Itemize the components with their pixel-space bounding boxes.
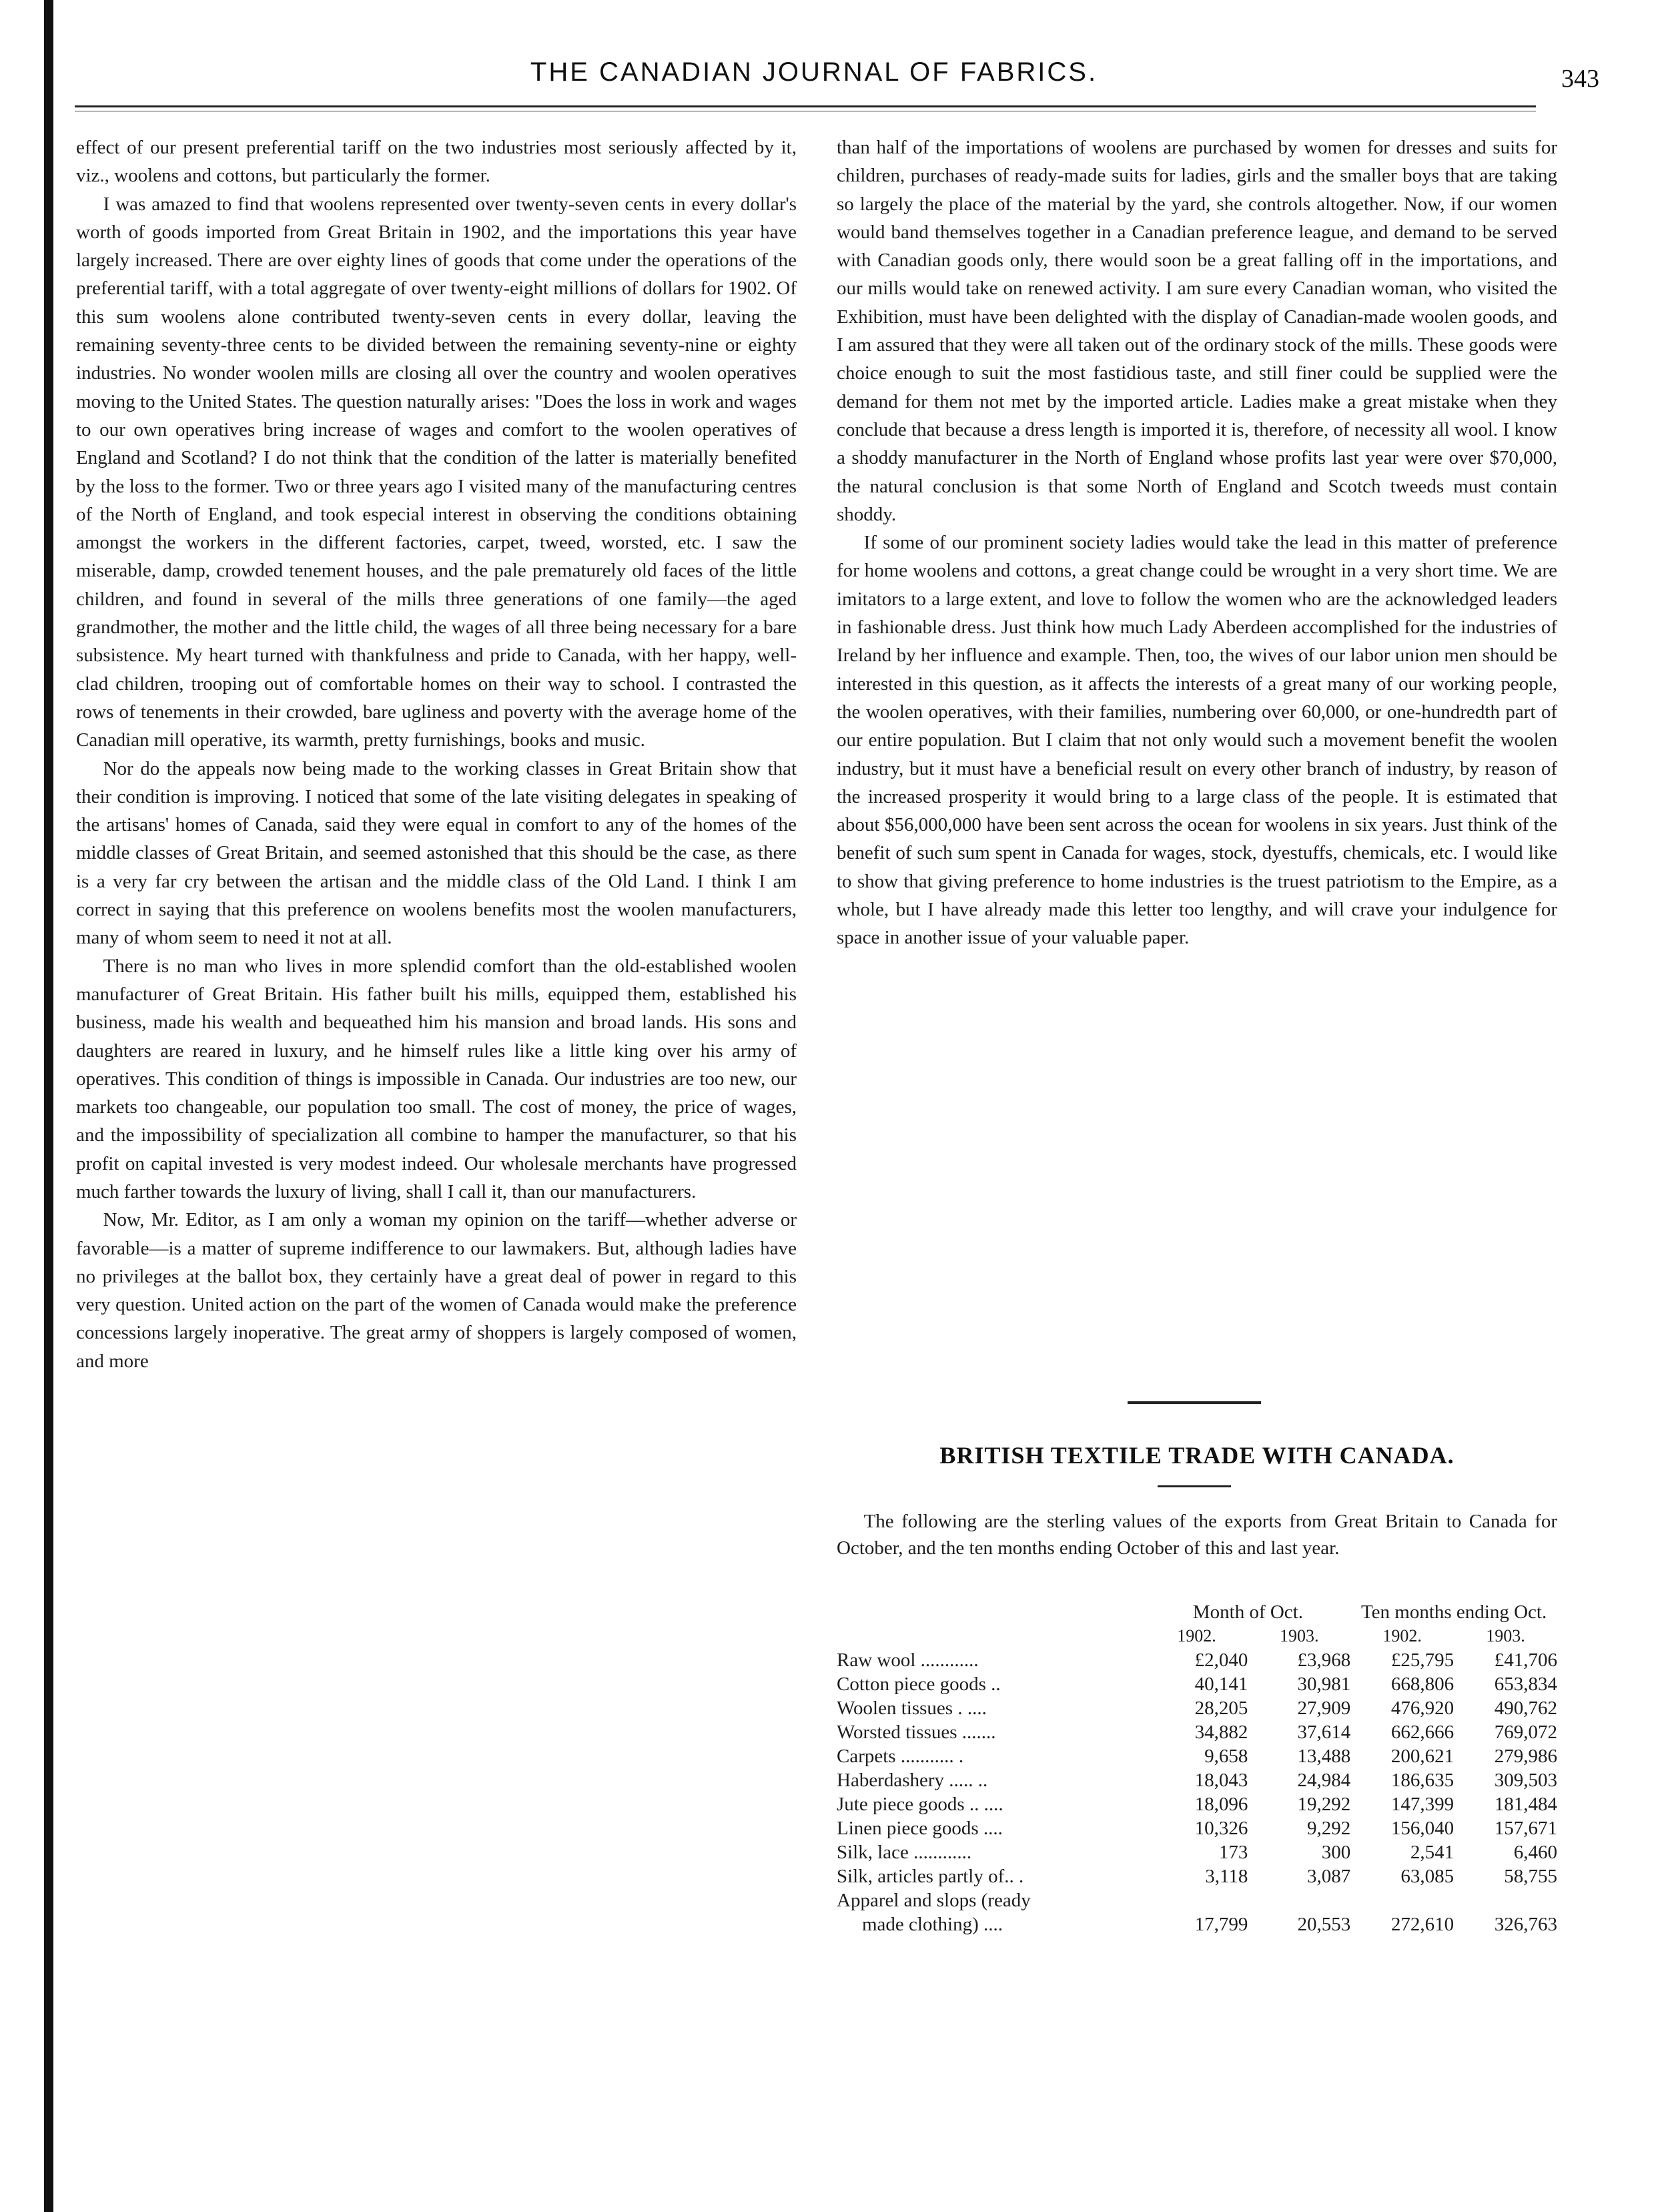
table-corner xyxy=(837,1624,1146,1648)
cell-value: 28,205 xyxy=(1194,1698,1248,1719)
table-row xyxy=(837,1864,1557,1888)
cell-value: 18,043 xyxy=(1194,1770,1248,1791)
row-label: made clothing) .... xyxy=(862,1914,1003,1935)
cell-value: 279,986 xyxy=(1494,1746,1557,1767)
table-row xyxy=(837,1840,1557,1864)
paragraph: than half of the importations of woolens are purchased by women for dresses and suits for children, purchases of ready-made suits for ladies, girls and the smaller boys that are taking so largely the place of the material by the yard, she controls altogether. Now, if our women would band themselves together in a Canadian preference league, and demand to be served with Canadian goods only, there would soon be a great falling off in the importations, and our mills would take on renewed activity. I am sure every Canadian woman, who visited the Exhibition, must have been delighted with the display of Canadian-made woolen goods, and I am assured that they were all taken out of the ordinary stock of the mills. These goods were choice enough to suit the most fastidious taste, and still finer could be supplied were the demand for them not met by the imported article. Ladies make a great mistake when they conclude that because a dress length is imported it is, therefore, of necessity all wool. I know a shoddy manufacturer in the North of England whose profits last year were over $70,000, the natural conclusion is that some North of England and Scotch tweeds must contain shoddy. xyxy=(837,137,1557,525)
cell-value: 476,920 xyxy=(1390,1698,1455,1719)
cell-value: 20,553 xyxy=(1297,1914,1351,1935)
table-corner xyxy=(837,1600,1146,1624)
right-column xyxy=(837,133,1557,952)
cell-value: 24,984 xyxy=(1297,1770,1351,1791)
header-rule xyxy=(75,105,1536,107)
cell-value: 37,614 xyxy=(1297,1722,1351,1743)
cell-value: £3,968 xyxy=(1297,1649,1351,1671)
paragraph: I was amazed to find that woolens represented over twenty-seven cents in every dollar's worth of goods imported from Great Britain in 1902, and the importations this year have largely increased. There are over eighty lines of goods that come under the operations of the preferential tariff, with a total aggregate of over twenty-eight millions of dollars for 1902. Of this sum woolens alone contributed twenty-seven cents in every dollar, leaving the remaining seventy-three cents to be divided between the remaining seventy-nine or eighty industries. No wonder woolen mills are closing all over the country and woolen operatives moving to the United States. The question naturally arises: "Does the loss in work and wages to our own operatives bring increase of wages and comfort to the woolen operatives of England and Scotland? I do not think that the condition of the latter is materially benefited by the loss to the former. Two or three years ago I visited many of the manufacturing centres of the North of England, and took especial interest in observing the conditions obtaining amongst the workers in the different factories, carpet, tweed, worsted, etc. I saw the miserable, damp, crowded tenement houses, and the pale prematurely old faces of the little children, and found in several of the mills three generations of one family—the aged grandmother, the mother and the little child, the wages of all three being necessary for a bare subsistence. My heart turned with thankfulness and pride to Canada, with her happy, well-clad children, trooping out of comfortable homes on their way to school. I contrasted the rows of tenements in their crowded, bare ugliness and poverty with the average home of the Canadian mill operative, its warmth, pretty furnishings, books and music. xyxy=(76,193,797,751)
cell-value: 63,085 xyxy=(1400,1866,1455,1887)
cell-value: 769,072 xyxy=(1494,1722,1557,1743)
left-column xyxy=(76,133,797,1375)
cell-value: 490,762 xyxy=(1494,1698,1557,1719)
title-underline xyxy=(1158,1485,1231,1487)
cell-value: 668,806 xyxy=(1390,1674,1455,1695)
cell-value: 3,118 xyxy=(1205,1866,1248,1887)
table-row xyxy=(837,1648,1557,1672)
paragraph: There is no man who lives in more splendid comfort than the old-established woolen manufacturer of Great Britain. His father built his mills, equipped them, established his business, made his wealth and bequeathed him his mansion and broad lands. His sons and daughters are reared in luxury, and he himself rules like a little king over his army of operatives. This condition of things is impossible in Canada. Our industries are too new, our markets too changeable, our population too small. The cost of money, the price of wages, and the impossibility of specialization all combine to hamper the manufacturer, so that his profit on capital invested is very modest indeed. Our wholesale merchants have progressed much farther towards the luxury of living, shall I call it, than our manufacturers. xyxy=(76,955,797,1202)
table-group-header-row xyxy=(837,1600,1557,1624)
cell-value: 662,666 xyxy=(1390,1722,1455,1743)
row-label: Worsted tissues ....... xyxy=(837,1722,996,1743)
table-row xyxy=(837,1888,1557,1912)
cell-value: 186,635 xyxy=(1390,1770,1455,1791)
cell-value: 13,488 xyxy=(1297,1746,1351,1767)
cell-value: 3,087 xyxy=(1306,1866,1351,1887)
year-header: 1903. xyxy=(1280,1626,1319,1645)
row-label: Linen piece goods .... xyxy=(837,1818,1003,1839)
cell-value: £25,795 xyxy=(1390,1649,1455,1671)
cell-value: 9,292 xyxy=(1306,1818,1351,1839)
cell-value: 653,834 xyxy=(1494,1674,1557,1695)
row-label: Cotton piece goods .. xyxy=(837,1674,1001,1695)
paragraph: Now, Mr. Editor, as I am only a woman my opinion on the tariff—whether adverse or favorable—is a matter of supreme indifference to our lawmakers. But, although ladies have no privileges at the ballot box, they certainly have a great deal of power in regard to this very question. United action on the part of the women of Canada would make the preference concessions largely inoperative. The great army of shoppers is largely composed of women, and more xyxy=(76,1209,797,1372)
table-row xyxy=(837,1672,1557,1696)
cell-value: 309,503 xyxy=(1494,1770,1557,1791)
row-label: Silk, lace ............ xyxy=(837,1842,972,1863)
year-header: 1902. xyxy=(1382,1626,1422,1645)
row-label: Haberdashery ..... .. xyxy=(837,1770,988,1791)
page-number: 343 xyxy=(1561,65,1599,93)
year-header: 1903. xyxy=(1486,1626,1525,1645)
page-edge-bar xyxy=(44,0,53,2212)
cell-value: 18,096 xyxy=(1194,1794,1248,1815)
row-label: Jute piece goods .. .... xyxy=(837,1794,1003,1815)
running-header: THE CANADIAN JOURNAL OF FABRICS. xyxy=(530,57,1098,87)
paragraph: effect of our present preferential tariff on the two industries most seriously affected by it, viz., woolens and cottons, but particularly the former. xyxy=(76,137,797,187)
cell-value: 173 xyxy=(1218,1842,1248,1863)
cell-value: 34,882 xyxy=(1194,1722,1248,1743)
row-label: Apparel and slops (ready xyxy=(837,1890,1031,1911)
cell-value: 272,610 xyxy=(1390,1914,1455,1935)
year-header: 1902. xyxy=(1177,1626,1216,1645)
section-divider xyxy=(1128,1401,1261,1404)
cell-value: 30,981 xyxy=(1297,1674,1351,1695)
article-title: BRITISH TEXTILE TRADE WITH CANADA. xyxy=(939,1442,1455,1469)
table-row xyxy=(837,1696,1557,1720)
cell-value: 6,460 xyxy=(1513,1842,1557,1863)
table-row xyxy=(837,1768,1557,1792)
row-label: Silk, articles partly of.. . xyxy=(837,1866,1024,1887)
group-header-ten-months: Ten months ending Oct. xyxy=(1360,1601,1547,1623)
row-label: Woolen tissues . .... xyxy=(837,1698,987,1719)
cell-value: 10,326 xyxy=(1194,1818,1248,1839)
cell-value: £2,040 xyxy=(1194,1649,1248,1671)
table-row xyxy=(837,1816,1557,1840)
cell-value: 200,621 xyxy=(1390,1746,1455,1767)
table-row xyxy=(837,1792,1557,1816)
cell-value: 9,658 xyxy=(1204,1746,1248,1767)
cell-value: 40,141 xyxy=(1194,1674,1248,1695)
row-label: Raw wool ............ xyxy=(837,1649,979,1671)
cell-value: 17,799 xyxy=(1194,1914,1248,1935)
cell-value: 27,909 xyxy=(1297,1698,1351,1719)
cell-value: 326,763 xyxy=(1494,1914,1557,1935)
cell-value: 157,671 xyxy=(1494,1818,1557,1839)
trade-table xyxy=(837,1600,1557,1936)
cell-value: 2,541 xyxy=(1410,1842,1455,1863)
cell-value: 147,399 xyxy=(1390,1794,1455,1815)
paragraph: If some of our prominent society ladies would take the lead in this matter of preference for home woolens and cottons, a great change could be wrought in a very short time. We are imitators to a large extent, and love to follow the women who are the acknowledged leaders in fashionable dress. Just think how much Lady Aberdeen accomplished for the industries of Ireland by her influence and example. Then, too, the wives of our labor union men should be interested in this question, as it affects the interests of a great many of our working people, the woolen operatives, with their families, numbering over 60,000, or one-hundredth part of our entire population. But I claim that not only would such a movement benefit the woolen industry, but it must have a beneficial result on every other branch of industry, by reason of the increased prosperity it would bring to a large class of the people. It is estimated that about $56,000,000 have been sent across the ocean for woolens in six years. Just think of the benefit of such sum spent in Canada for wages, stock, dyestuffs, chemicals, etc. I would like to show that giving preference to home industries is the truest patriotism to the Empire, as a whole, but I have already made this letter too lengthy, and will crave your indulgence for space in another issue of your valuable paper. xyxy=(837,532,1557,949)
table-year-header-row xyxy=(837,1624,1557,1648)
cell-value: 300 xyxy=(1321,1842,1351,1863)
row-label: Carpets ........... . xyxy=(837,1746,964,1767)
cell-value: 58,755 xyxy=(1504,1866,1557,1887)
cell-value: 181,484 xyxy=(1494,1794,1557,1815)
group-header-month: Month of Oct. xyxy=(1192,1601,1303,1623)
table-row xyxy=(837,1720,1557,1744)
cell-value: £41,706 xyxy=(1494,1649,1557,1671)
cell-value: 156,040 xyxy=(1390,1818,1455,1839)
table-row xyxy=(837,1912,1557,1936)
article-intro: The following are the sterling values of the exports from Great Britain to Canada for October, and the ten months ending October of this and last year. xyxy=(837,1511,1557,1559)
paragraph: Nor do the appeals now being made to the working classes in Great Britain show that their condition is improving. I noticed that some of the late visiting delegates in speaking of the artisans' homes of Canada, said they were equal in comfort to any of the homes of the middle classes of Great Britain, and seemed astonished that this should be the case, as there is a very far cry between the artisan and the middle class of the Old Land. I think I am correct in saying that this preference on woolens benefits most the woolen manufacturers, many of whom seem to need it not at all. xyxy=(76,757,797,949)
table-row xyxy=(837,1744,1557,1768)
cell-value: 19,292 xyxy=(1297,1794,1351,1815)
